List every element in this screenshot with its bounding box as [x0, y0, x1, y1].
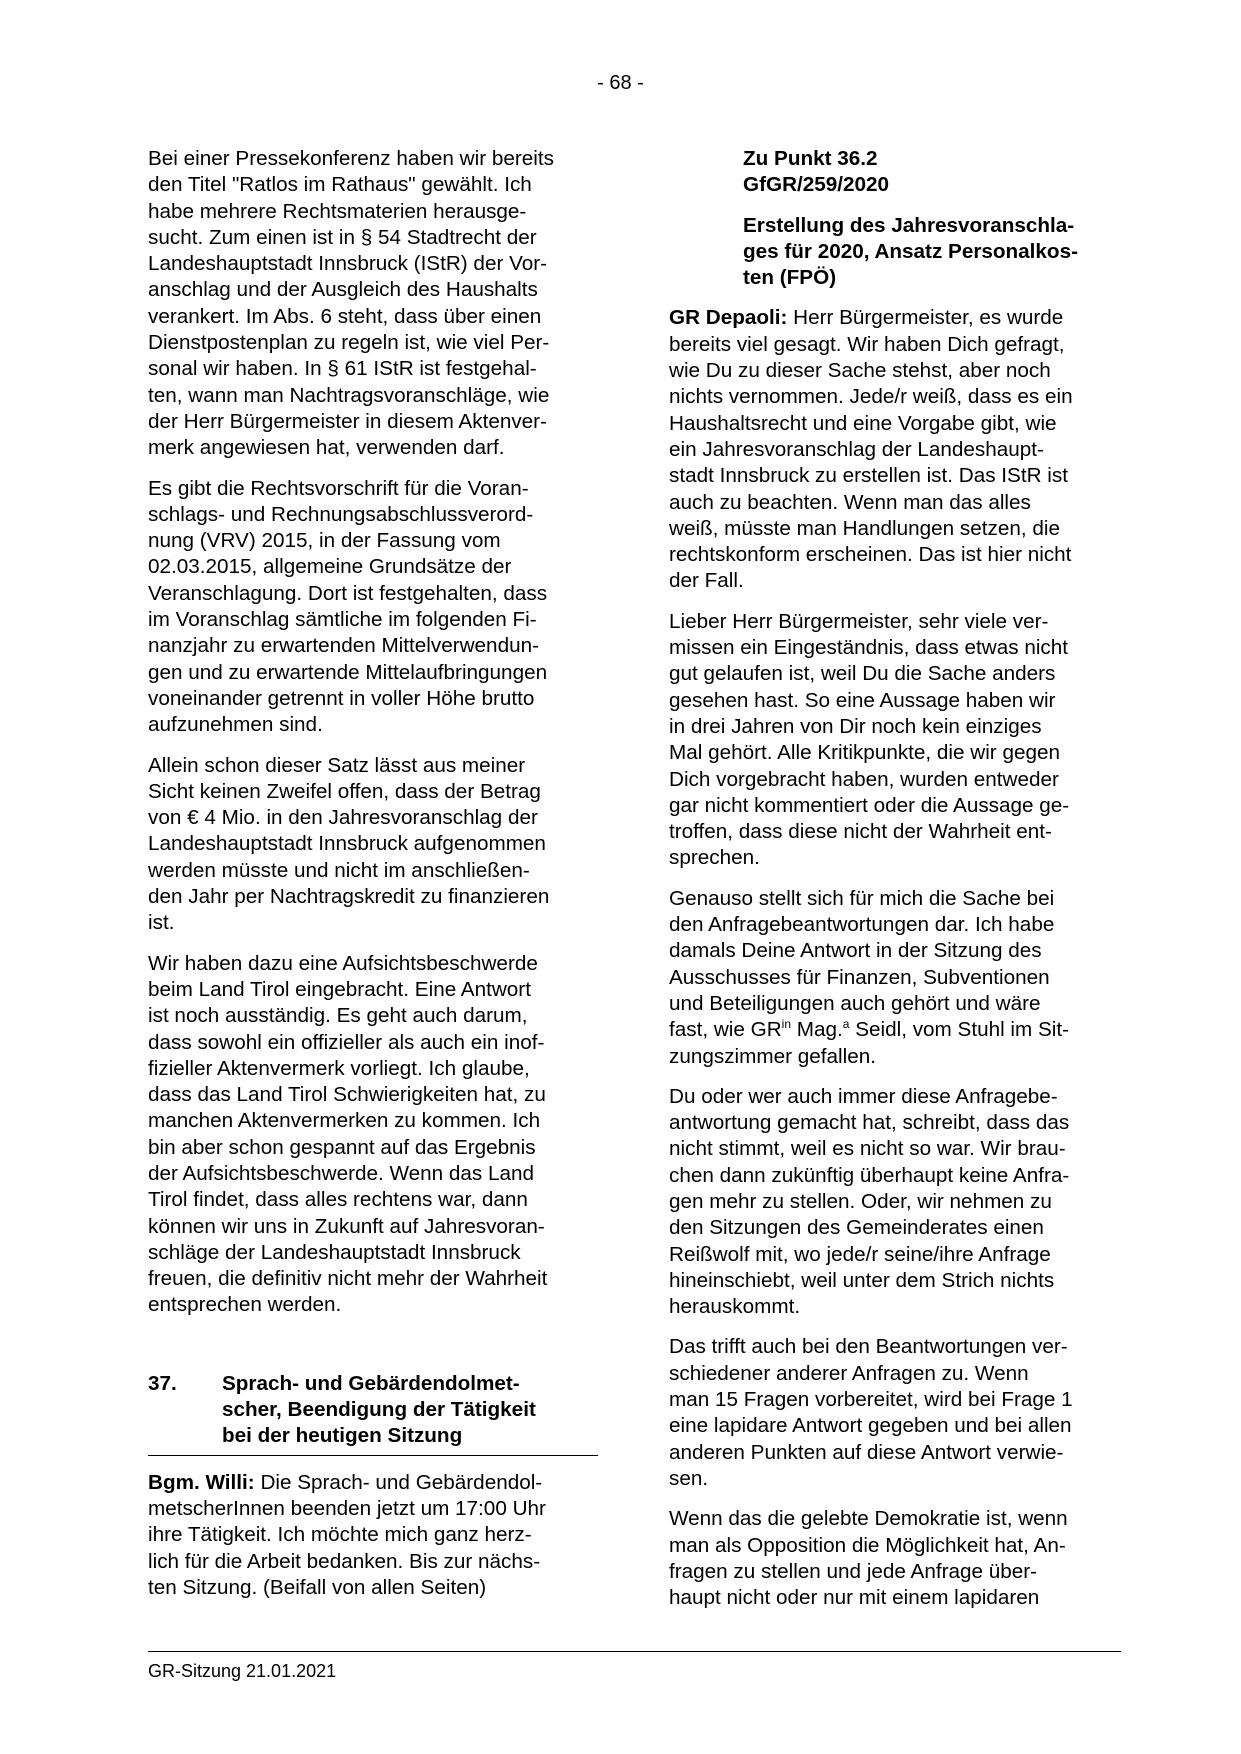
text-line: Sprach- und Gebärdendolmet-: [222, 1371, 520, 1395]
text-line: Allein schon dieser Satz lässt aus meiner: [148, 753, 526, 777]
left-paragraphs: [148, 146, 598, 1319]
text-line: auch zu beachten. Wenn man das alles: [669, 490, 1031, 514]
right-column: [669, 146, 1127, 1625]
text-line: Erstellung des Jahresvoranschla-: [743, 213, 1075, 237]
text-line: Bei einer Pressekonferenz haben wir bereits: [148, 147, 554, 170]
speech-lines: [669, 332, 1127, 595]
text-line: ges für 2020, Ansatz Personalkos-: [743, 239, 1078, 263]
text-line: schlags- und Rechnungsabschlussverord-: [148, 502, 534, 526]
left-column: [148, 146, 598, 1615]
text-line: sucht. Zum einen ist in § 54 Stadtrecht der: [148, 225, 537, 249]
paragraph-lines: [669, 1044, 1127, 1070]
speech-first-line: Die Sprach- und Gebärdendol-: [254, 1470, 543, 1494]
paragraph: [148, 476, 598, 739]
text-line: der Herr Bürgermeister in diesem Aktenver-: [148, 409, 547, 433]
text-line: bin aber schon gespannt auf das Ergebnis: [148, 1135, 536, 1159]
text-line: zungszimmer gefallen.: [669, 1044, 876, 1068]
speaker-name: Bgm. Willi:: [148, 1470, 255, 1494]
text-line: gut gelaufen ist, weil Du die Sache anders: [669, 662, 1056, 686]
text-line: fragen zu stellen und jede Anfrage über-: [669, 1559, 1038, 1583]
right-paragraphs-b: [669, 1084, 1127, 1612]
agenda-reference-title: [743, 213, 1127, 292]
right-paragraphs-a: [669, 609, 1127, 872]
agenda-reference: [743, 146, 1127, 291]
text-line: im Voranschlag sämtliche im folgenden Fi-: [148, 608, 537, 632]
paragraph: [669, 1334, 1127, 1492]
text-line: Dich vorgebracht haben, wurden entweder: [669, 767, 1059, 791]
text-line: der Aufsichtsbeschwerde. Wenn das Land: [148, 1161, 535, 1185]
paragraph: [148, 753, 598, 937]
text-line: gesehen hast. So eine Aussage haben wir: [669, 688, 1056, 712]
text-line: nung (VRV) 2015, in der Fassung vom: [148, 529, 501, 553]
text-line: Landeshauptstadt Innsbruck (IStR) der Vor-: [148, 252, 548, 276]
text-line: sprechen.: [669, 846, 760, 870]
text-line: anschlag und der Ausgleich des Haushalts: [148, 278, 538, 302]
paragraph: [669, 1506, 1127, 1611]
text-line: antwortung gemacht hat, schreibt, dass das: [669, 1111, 1070, 1135]
text-line: stadt Innsbruck zu erstellen ist. Das IStR ist: [669, 464, 1068, 488]
text-line: verankert. Im Abs. 6 steht, dass über einen: [148, 304, 542, 328]
text-line: lich für die Arbeit bedanken. Bis zur nächs-: [148, 1549, 541, 1573]
text-line: ten, wann man Nachtragsvoranschläge, wie: [148, 383, 550, 407]
text-line: Wir haben dazu eine Aufsichtsbeschwerde: [148, 951, 538, 975]
text-line: sonal wir haben. In § 61 IStR ist festgehal-: [148, 357, 537, 381]
text-line: Es gibt die Rechtsvorschrift für die Voran-: [148, 476, 529, 500]
text-line: den Titel "Ratlos im Rathaus" gewählt. Ich: [148, 173, 532, 197]
text-line: bereits viel gesagt. Wir haben Dich gefragt,: [669, 332, 1065, 356]
text-line: Tirol findet, dass alles rechtens war, dann: [148, 1188, 528, 1212]
text-line: ist.: [148, 911, 175, 935]
text-line: man als Opposition die Möglichkeit hat, An-: [669, 1533, 1066, 1557]
text-line: Lieber Herr Bürgermeister, sehr viele ver-: [669, 609, 1049, 633]
text-line: habe mehrere Rechtsmaterien herausge-: [148, 199, 527, 223]
text-line: bei der heutigen Sitzung: [222, 1424, 463, 1448]
text-line: herauskommt.: [669, 1295, 801, 1319]
text-line: Ausschusses für Finanzen, Subventionen: [669, 965, 1050, 989]
text-line: gen mehr zu stellen. Oder, wir nehmen zu: [669, 1189, 1052, 1213]
footer-text: GR-Sitzung 21.01.2021: [148, 1661, 337, 1681]
text-line: voneinander getrennt in voller Höhe brutto: [148, 686, 535, 710]
paragraph: [148, 146, 598, 462]
text-line: Reißwolf mit, wo jede/r seine/ihre Anfrage: [669, 1242, 1051, 1266]
text-line: in drei Jahren von Dir noch kein einziges: [669, 714, 1042, 738]
text-line: den Jahr per Nachtragskredit zu finanzieren: [148, 885, 550, 909]
text-line: merk angewiesen hat, verwenden darf.: [148, 436, 505, 460]
text-line: gar nicht kommentiert oder die Aussage ge-: [669, 793, 1070, 817]
text-line: scher, Beendigung der Tätigkeit: [222, 1398, 536, 1422]
agenda-item-title: [222, 1371, 536, 1450]
text-line: chen dann zukünftig überhaupt keine Anfra-: [669, 1163, 1070, 1187]
text-line: schiedener anderer Anfragen zu. Wenn: [669, 1361, 1029, 1385]
paragraph-lines: [669, 886, 1127, 1017]
speaker-name: GR Depaoli:: [669, 306, 788, 330]
text-line: 02.03.2015, allgemeine Grundsätze der: [148, 555, 512, 579]
text-line: missen ein Eingeständnis, dass etwas nicht: [669, 636, 1069, 660]
text-line: werden müsste und nicht im anschließen-: [148, 858, 530, 882]
text-line: nanzjahr zu erwartenden Mittelverwendun-: [148, 634, 539, 658]
text-line: ihre Tätigkeit. Ich möchte mich ganz herz-: [148, 1523, 532, 1547]
text-line: ten (FPÖ): [743, 266, 837, 290]
text-line: und Beteiligungen auch gehört und wäre: [669, 991, 1041, 1015]
text-line: den Sitzungen des Gemeinderates einen: [669, 1216, 1044, 1240]
text-line: manchen Aktenvermerken zu kommen. Ich: [148, 1109, 541, 1133]
text-line: beim Land Tirol eingebracht. Eine Antwort: [148, 977, 531, 1001]
text-line: Wenn das die gelebte Demokratie ist, wenn: [669, 1507, 1068, 1531]
speech-first-line: Herr Bürgermeister, es wurde: [787, 306, 1064, 330]
text-line: wie Du zu dieser Sache stehst, aber noch: [669, 359, 1051, 383]
text-line: eine lapidare Antwort gegeben und bei allen: [669, 1414, 1072, 1438]
text-line: Genauso stellt sich für mich die Sache bei: [669, 886, 1055, 910]
text-line: entsprechen werden.: [148, 1293, 342, 1317]
text-line: sen.: [669, 1466, 709, 1490]
text-line: Sicht keinen Zweifel offen, dass der Betrag: [148, 779, 541, 803]
paragraph: [148, 951, 598, 1319]
text-line: dass sowohl ein offizieller als auch ein inof-: [148, 1030, 545, 1054]
agenda-reference-number: [743, 146, 1127, 199]
agenda-item-number: 37.: [148, 1371, 177, 1395]
text-line: nicht stimmt, weil es nicht so war. Wir brau-: [669, 1137, 1066, 1161]
text-line: Dienstpostenplan zu regeln ist, wie viel Per-: [148, 331, 550, 355]
text-line: troffen, dass diese nicht der Wahrheit ent-: [669, 820, 1052, 844]
text-line: man 15 Fragen vorbereitet, wird bei Frage 1: [669, 1388, 1073, 1412]
text-line: nichts vernommen. Jede/r weiß, dass es ein: [669, 385, 1073, 409]
text-line: rechtskonform erscheinen. Das ist hier nicht: [669, 543, 1072, 567]
text-line: Landeshauptstadt Innsbruck aufgenommen: [148, 832, 546, 856]
text-line: Haushaltsrecht und eine Vorgabe gibt, wie: [669, 411, 1057, 435]
text-line: gen und zu erwartende Mittelaufbringungen: [148, 660, 548, 684]
paragraph-anfragebeantwortungen: [669, 886, 1127, 1070]
text-line: können wir uns in Zukunft auf Jahresvoran-: [148, 1214, 545, 1238]
text-line: Du oder wer auch immer diese Anfragebe-: [669, 1084, 1058, 1108]
page-number: - 68 -: [597, 72, 644, 94]
text-line: metscherInnen beenden jetzt um 17:00 Uhr: [148, 1496, 546, 1520]
text-line: schläge der Landeshauptstadt Innsbruck: [148, 1240, 521, 1264]
text-line: hineinschiebt, weil unter dem Strich nichts: [669, 1268, 1055, 1292]
text-line: ein Jahresvoranschlag der Landeshaupt-: [669, 437, 1044, 461]
text-line: anderen Punkten auf diese Antwort verwie-: [669, 1440, 1064, 1464]
text-line: von € 4 Mio. in den Jahresvoranschlag der: [148, 806, 538, 830]
paragraph-line-superscripts: fast, wie $GR^{in}$ Mag.$^a$ Seidl, vom Stuhl im Sit-: [669, 1017, 1070, 1042]
paragraph: [669, 1084, 1127, 1321]
text-line: weiß, müsste man Handlungen setzen, die: [669, 516, 1060, 540]
text-line: Mal gehört. Alle Kritikpunkte, die wir gegen: [669, 741, 1060, 765]
speech-bgm-willi: [148, 1470, 598, 1601]
footer-rule: [148, 1651, 1121, 1652]
text-line: fizieller Aktenvermerk vorliegt. Ich glaube,: [148, 1056, 530, 1080]
text-line: der Fall.: [669, 569, 744, 593]
text-line: aufzunehmen sind.: [148, 713, 323, 737]
speech-gr-depaoli: [669, 305, 1127, 594]
text-line: GfGR/259/2020: [743, 173, 890, 197]
speech-lines: [148, 1496, 598, 1601]
text-line: ten Sitzung. (Beifall von allen Seiten): [148, 1575, 487, 1599]
text-line: freuen, die definitiv nicht mehr der Wahrheit: [148, 1267, 548, 1291]
text-line: damals Deine Antwort in der Sitzung des: [669, 939, 1042, 963]
text-line: dass das Land Tirol Schwierigkeiten hat, zu: [148, 1083, 546, 1107]
text-line: Zu Punkt 36.2: [743, 147, 878, 170]
agenda-item-37: [148, 1371, 598, 1456]
text-line: haupt nicht oder nur mit einem lapidaren: [669, 1586, 1040, 1610]
text-line: Veranschlagung. Dort ist festgehalten, dass: [148, 581, 548, 605]
text-line: ist noch ausständig. Es geht auch darum,: [148, 1004, 528, 1028]
paragraph: [669, 609, 1127, 872]
text-line: Das trifft auch bei den Beantwortungen ver-: [669, 1335, 1068, 1359]
text-line: den Anfragebeantwortungen dar. Ich habe: [669, 913, 1055, 937]
